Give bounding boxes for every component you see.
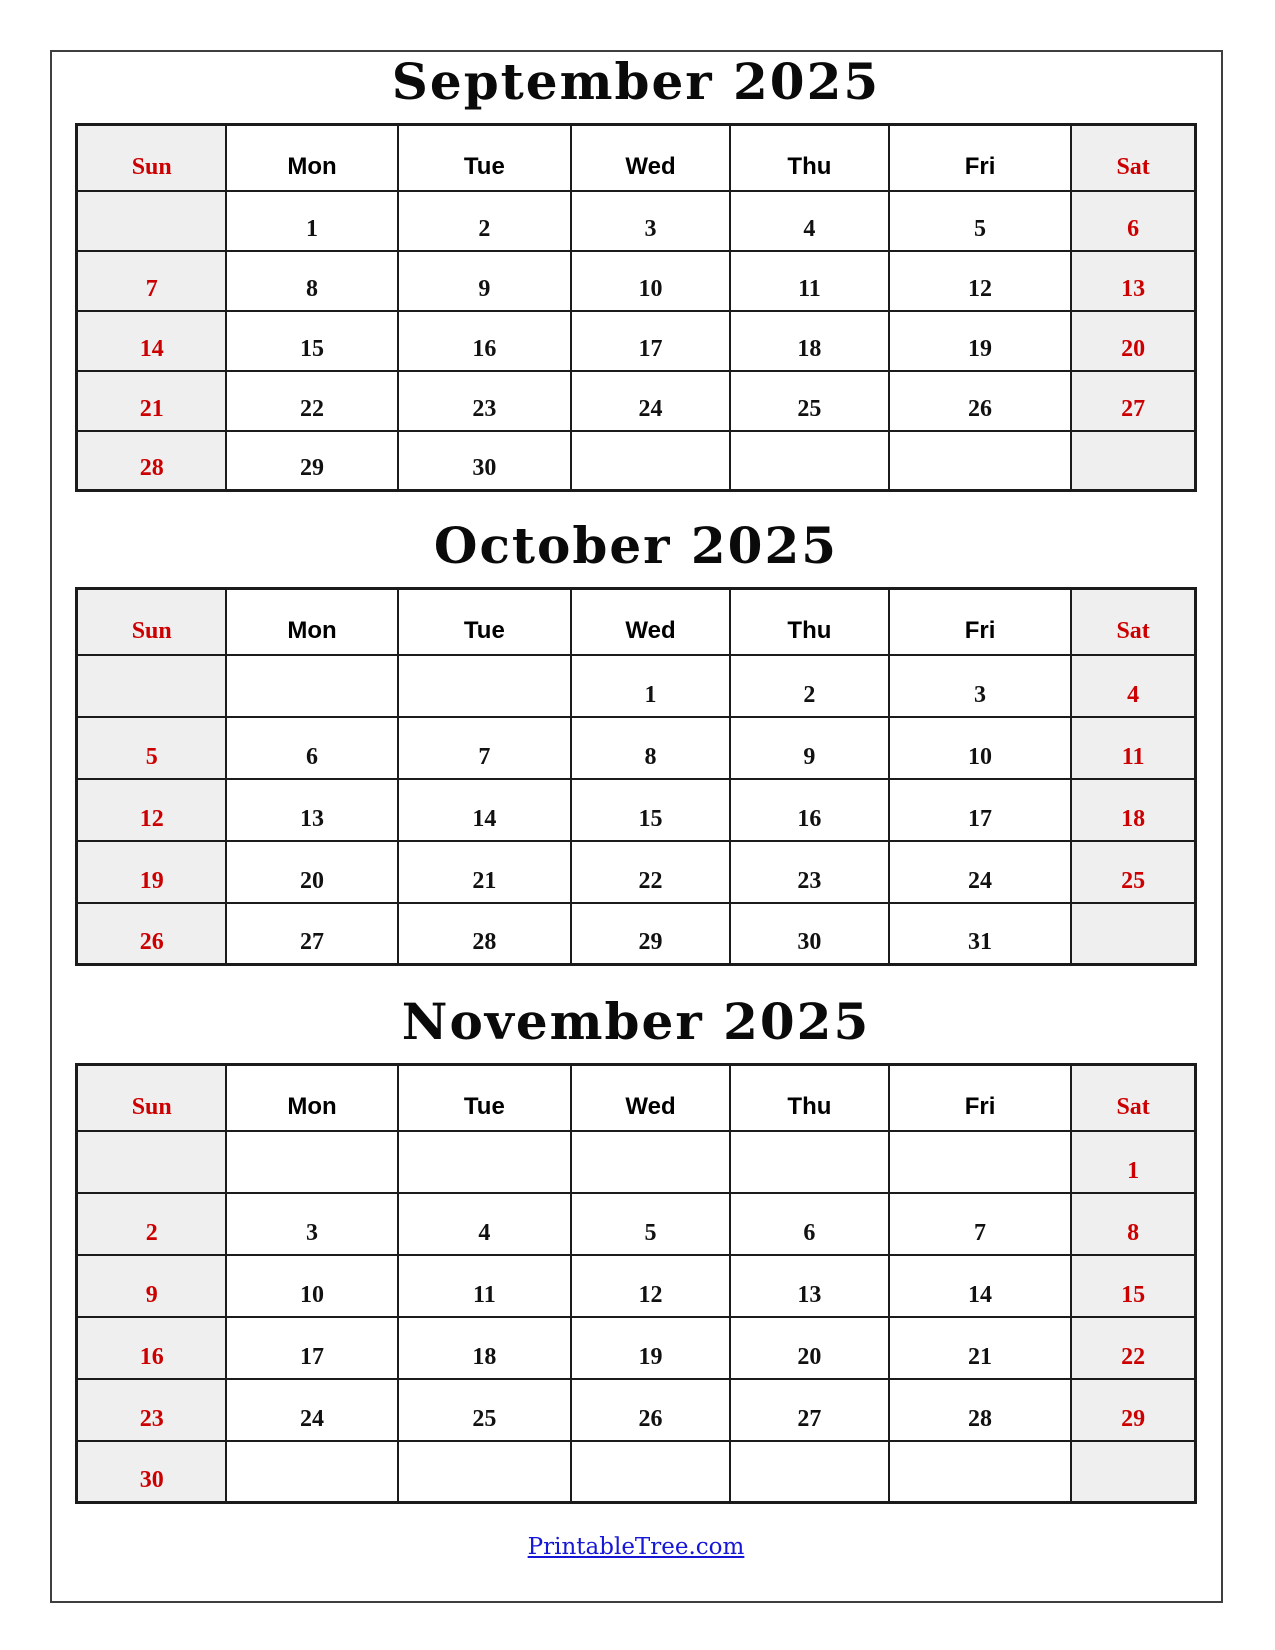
day-cell: 15 — [571, 779, 730, 841]
day-cell: 26 — [77, 903, 227, 965]
week-row — [77, 431, 1196, 491]
empty-day-cell — [1071, 431, 1195, 491]
day-cell: 7 — [398, 717, 571, 779]
week-row — [77, 1193, 1196, 1255]
day-cell: 24 — [571, 371, 730, 431]
day-cell: 23 — [730, 841, 889, 903]
day-cell: 16 — [730, 779, 889, 841]
day-cell: 22 — [1071, 1317, 1195, 1379]
day-cell: 18 — [730, 311, 889, 371]
day-cell: 21 — [77, 371, 227, 431]
day-cell: 7 — [889, 1193, 1071, 1255]
empty-day-cell — [1071, 903, 1195, 965]
day-cell: 3 — [889, 655, 1071, 717]
weekday-header-fri: Fri — [889, 125, 1071, 191]
day-cell: 23 — [77, 1379, 227, 1441]
day-cell: 16 — [77, 1317, 227, 1379]
day-cell: 23 — [398, 371, 571, 431]
empty-day-cell — [398, 655, 571, 717]
day-cell: 13 — [1071, 251, 1195, 311]
weekday-header-tue: Tue — [398, 125, 571, 191]
day-cell: 28 — [398, 903, 571, 965]
empty-day-cell — [571, 431, 730, 491]
day-cell: 21 — [889, 1317, 1071, 1379]
day-cell: 21 — [398, 841, 571, 903]
empty-day-cell — [226, 655, 397, 717]
week-row — [77, 717, 1196, 779]
weekday-header-row — [77, 125, 1196, 191]
weekday-header-mon: Mon — [226, 125, 397, 191]
printabletree-link[interactable]: PrintableTree.com — [527, 1534, 745, 1560]
day-cell: 4 — [730, 191, 889, 251]
empty-day-cell — [77, 191, 227, 251]
weekday-header-row — [77, 589, 1196, 655]
day-cell: 25 — [1071, 841, 1195, 903]
month-section-october — [75, 518, 1197, 966]
day-cell: 8 — [1071, 1193, 1195, 1255]
day-cell: 1 — [571, 655, 730, 717]
weekday-header-thu: Thu — [730, 1065, 889, 1131]
empty-day-cell — [226, 1441, 397, 1503]
day-cell: 3 — [226, 1193, 397, 1255]
day-cell: 10 — [226, 1255, 397, 1317]
day-cell: 28 — [77, 431, 227, 491]
day-cell: 1 — [226, 191, 397, 251]
empty-day-cell — [571, 1441, 730, 1503]
weekday-header-thu: Thu — [730, 589, 889, 655]
calendar-table-november — [75, 1063, 1197, 1504]
day-cell: 18 — [398, 1317, 571, 1379]
day-cell: 19 — [77, 841, 227, 903]
day-cell: 5 — [77, 717, 227, 779]
day-cell: 17 — [226, 1317, 397, 1379]
day-cell: 28 — [889, 1379, 1071, 1441]
day-cell: 6 — [1071, 191, 1195, 251]
weekday-header-fri: Fri — [889, 589, 1071, 655]
weekday-header-wed: Wed — [571, 125, 730, 191]
week-row — [77, 779, 1196, 841]
empty-day-cell — [889, 431, 1071, 491]
day-cell: 12 — [571, 1255, 730, 1317]
day-cell: 14 — [398, 779, 571, 841]
week-row — [77, 251, 1196, 311]
week-row — [77, 903, 1196, 965]
day-cell: 20 — [1071, 311, 1195, 371]
month-section-september — [75, 54, 1197, 492]
weekday-header-mon: Mon — [226, 589, 397, 655]
weekday-header-sun: Sun — [77, 1065, 227, 1131]
day-cell: 5 — [571, 1193, 730, 1255]
day-cell: 27 — [1071, 371, 1195, 431]
day-cell: 2 — [398, 191, 571, 251]
day-cell: 14 — [889, 1255, 1071, 1317]
day-cell: 31 — [889, 903, 1071, 965]
day-cell: 26 — [571, 1379, 730, 1441]
day-cell: 30 — [77, 1441, 227, 1503]
weekday-header-row — [77, 1065, 1196, 1131]
empty-day-cell — [730, 1131, 889, 1193]
day-cell: 29 — [226, 431, 397, 491]
empty-day-cell — [730, 1441, 889, 1503]
month-section-november — [75, 994, 1197, 1504]
empty-day-cell — [889, 1441, 1071, 1503]
day-cell: 24 — [889, 841, 1071, 903]
day-cell: 26 — [889, 371, 1071, 431]
day-cell: 2 — [77, 1193, 227, 1255]
day-cell: 27 — [226, 903, 397, 965]
weekday-header-thu: Thu — [730, 125, 889, 191]
empty-day-cell — [398, 1131, 571, 1193]
day-cell: 6 — [730, 1193, 889, 1255]
day-cell: 14 — [77, 311, 227, 371]
day-cell: 27 — [730, 1379, 889, 1441]
empty-day-cell — [398, 1441, 571, 1503]
day-cell: 6 — [226, 717, 397, 779]
empty-day-cell — [226, 1131, 397, 1193]
day-cell: 19 — [571, 1317, 730, 1379]
day-cell: 13 — [730, 1255, 889, 1317]
empty-day-cell — [77, 655, 227, 717]
day-cell: 5 — [889, 191, 1071, 251]
page-content — [75, 52, 1197, 1560]
empty-day-cell — [1071, 1441, 1195, 1503]
weekday-header-mon: Mon — [226, 1065, 397, 1131]
empty-day-cell — [571, 1131, 730, 1193]
day-cell: 9 — [398, 251, 571, 311]
weekday-header-sat: Sat — [1071, 125, 1195, 191]
weekday-header-sun: Sun — [77, 125, 227, 191]
day-cell: 1 — [1071, 1131, 1195, 1193]
weekday-header-sat: Sat — [1071, 1065, 1195, 1131]
week-row — [77, 311, 1196, 371]
weekday-header-wed: Wed — [571, 589, 730, 655]
weekday-header-tue: Tue — [398, 1065, 571, 1131]
month-title-october: October 2025 — [433, 516, 839, 575]
day-cell: 7 — [77, 251, 227, 311]
day-cell: 8 — [226, 251, 397, 311]
weekday-header-tue: Tue — [398, 589, 571, 655]
calendar-table-september — [75, 123, 1197, 492]
weekday-header-wed: Wed — [571, 1065, 730, 1131]
day-cell: 25 — [730, 371, 889, 431]
day-cell: 12 — [889, 251, 1071, 311]
day-cell: 18 — [1071, 779, 1195, 841]
week-row — [77, 841, 1196, 903]
day-cell: 8 — [571, 717, 730, 779]
week-row — [77, 1379, 1196, 1441]
week-row — [77, 1255, 1196, 1317]
day-cell: 25 — [398, 1379, 571, 1441]
day-cell: 30 — [730, 903, 889, 965]
day-cell: 9 — [77, 1255, 227, 1317]
day-cell: 3 — [571, 191, 730, 251]
week-row — [77, 191, 1196, 251]
empty-day-cell — [730, 431, 889, 491]
week-row — [77, 655, 1196, 717]
day-cell: 4 — [1071, 655, 1195, 717]
day-cell: 24 — [226, 1379, 397, 1441]
day-cell: 15 — [226, 311, 397, 371]
day-cell: 30 — [398, 431, 571, 491]
day-cell: 11 — [1071, 717, 1195, 779]
day-cell: 2 — [730, 655, 889, 717]
day-cell: 16 — [398, 311, 571, 371]
week-row — [77, 371, 1196, 431]
day-cell: 12 — [77, 779, 227, 841]
week-row — [77, 1317, 1196, 1379]
day-cell: 11 — [398, 1255, 571, 1317]
day-cell: 19 — [889, 311, 1071, 371]
day-cell: 22 — [571, 841, 730, 903]
empty-day-cell — [77, 1131, 227, 1193]
day-cell: 4 — [398, 1193, 571, 1255]
day-cell: 10 — [571, 251, 730, 311]
calendar-table-october — [75, 587, 1197, 966]
weekday-header-fri: Fri — [889, 1065, 1071, 1131]
day-cell: 20 — [730, 1317, 889, 1379]
week-row — [77, 1131, 1196, 1193]
day-cell: 17 — [571, 311, 730, 371]
day-cell: 20 — [226, 841, 397, 903]
day-cell: 10 — [889, 717, 1071, 779]
day-cell: 15 — [1071, 1255, 1195, 1317]
week-row — [77, 1441, 1196, 1503]
day-cell: 29 — [1071, 1379, 1195, 1441]
day-cell: 29 — [571, 903, 730, 965]
day-cell: 22 — [226, 371, 397, 431]
footer — [75, 1534, 1197, 1560]
weekday-header-sat: Sat — [1071, 589, 1195, 655]
day-cell: 13 — [226, 779, 397, 841]
day-cell: 17 — [889, 779, 1071, 841]
weekday-header-sun: Sun — [77, 589, 227, 655]
day-cell: 9 — [730, 717, 889, 779]
day-cell: 11 — [730, 251, 889, 311]
empty-day-cell — [889, 1131, 1071, 1193]
month-title-november: November 2025 — [401, 992, 871, 1051]
month-title-september: September 2025 — [391, 52, 881, 111]
